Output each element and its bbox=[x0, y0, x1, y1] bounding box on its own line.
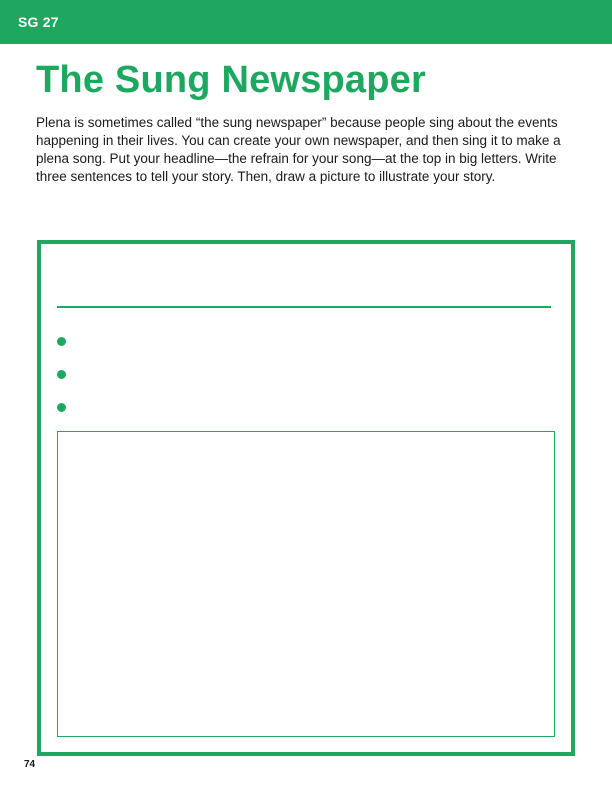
newspaper-frame bbox=[37, 240, 575, 756]
drawing-area[interactable] bbox=[57, 431, 555, 737]
sentence-bullet-3 bbox=[57, 403, 66, 412]
page-number: 74 bbox=[24, 759, 36, 770]
headline-writing-line[interactable] bbox=[57, 306, 551, 308]
section-header-band bbox=[0, 0, 612, 44]
section-label: SG 27 bbox=[18, 14, 59, 30]
sentence-bullet-1 bbox=[57, 337, 66, 346]
sentence-bullet-2 bbox=[57, 370, 66, 379]
instructions-text: Plena is sometimes called “the sung newspaper” because people sing about the events happening in their lives. You can create your own newspaper, and then sing it to make a plena song. Put your headline—the refrain for your song—at the top in big letters. Write three sentences to tell your story. Then, draw a picture to illustrate your story. bbox=[36, 115, 561, 184]
page-title: The Sung Newspaper bbox=[36, 59, 427, 101]
